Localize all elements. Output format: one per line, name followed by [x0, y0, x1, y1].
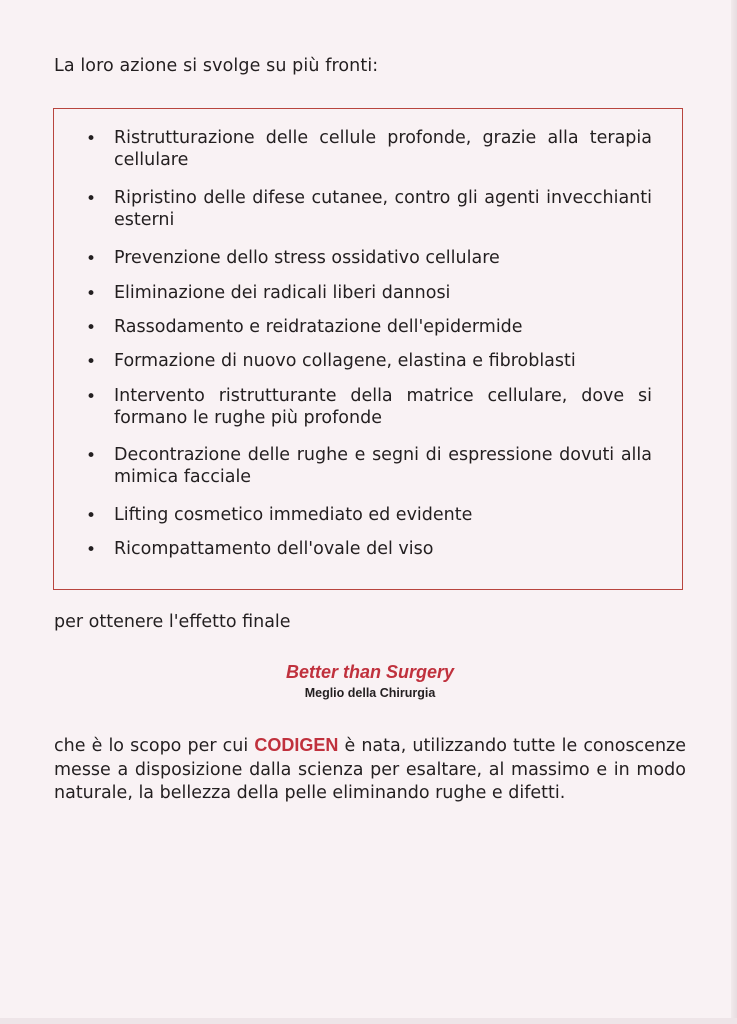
- benefit-item: [86, 127, 652, 171]
- bullet-dot: •: [86, 387, 97, 407]
- bullet-dot: •: [86, 249, 97, 269]
- benefit-item: [86, 504, 652, 526]
- benefit-text: Ripristino delle difese cutanee, contro gli agenti invecchianti esterni: [114, 188, 652, 230]
- benefit-item: [86, 247, 652, 269]
- bullet-dot: •: [86, 540, 97, 560]
- intro-text: La loro azione si svolge su più fronti:: [54, 56, 379, 76]
- benefit-item: [86, 385, 652, 429]
- bullet-dot: •: [86, 352, 97, 372]
- benefit-text: Decontrazione delle rughe e segni di espressione dovuti alla mimica facciale: [114, 445, 652, 487]
- benefits-box: [53, 108, 683, 590]
- tagline: [0, 662, 737, 700]
- benefit-item: [86, 444, 652, 488]
- paragraph-lead: che è lo scopo per cui: [54, 736, 255, 756]
- benefit-item: [86, 316, 652, 338]
- benefit-text: Ristrutturazione delle cellule profonde, grazie alla terapia cellulare: [114, 128, 652, 170]
- benefit-text: Intervento ristrutturante della matrice cellulare, dove si formano le rughe più profonde: [114, 386, 652, 428]
- paragraph-rest: è nata, utilizzando tutte le conoscenze messe a disposizione dalla scienza per esaltare, al massimo e in modo naturale, la bellezza della pelle eliminando rughe e difetti.: [54, 736, 686, 803]
- benefit-text: Formazione di nuovo collagene, elastina e fibroblasti: [114, 351, 576, 371]
- bullet-dot: •: [86, 446, 97, 466]
- benefit-item: [86, 187, 652, 231]
- tagline-title: Better than Surgery: [285, 662, 455, 682]
- benefit-text: Rassodamento e reidratazione dell'epidermide: [114, 317, 523, 337]
- brand-name: CODIGEN: [254, 735, 339, 755]
- page-edge-right: [731, 0, 737, 1024]
- page-edge-bottom: [0, 1018, 737, 1024]
- bullet-dot: •: [86, 506, 97, 526]
- bullet-dot: •: [86, 129, 97, 149]
- benefit-item: [86, 538, 652, 560]
- bullet-dot: •: [86, 284, 97, 304]
- benefit-text: Eliminazione dei radicali liberi dannosi: [114, 283, 451, 303]
- benefit-text: Ricompattamento dell'ovale del viso: [114, 539, 434, 559]
- closing-paragraph: [54, 734, 686, 806]
- bullet-dot: •: [86, 189, 97, 209]
- benefit-item: [86, 350, 652, 372]
- outro-text: per ottenere l'effetto finale: [54, 612, 291, 632]
- tagline-subtitle: Meglio della Chirurgia: [304, 686, 436, 700]
- benefit-text: Prevenzione dello stress ossidativo cellulare: [114, 248, 500, 268]
- benefit-text: Lifting cosmetico immediato ed evidente: [114, 505, 473, 525]
- benefit-item: [86, 282, 652, 304]
- bullet-dot: •: [86, 318, 97, 338]
